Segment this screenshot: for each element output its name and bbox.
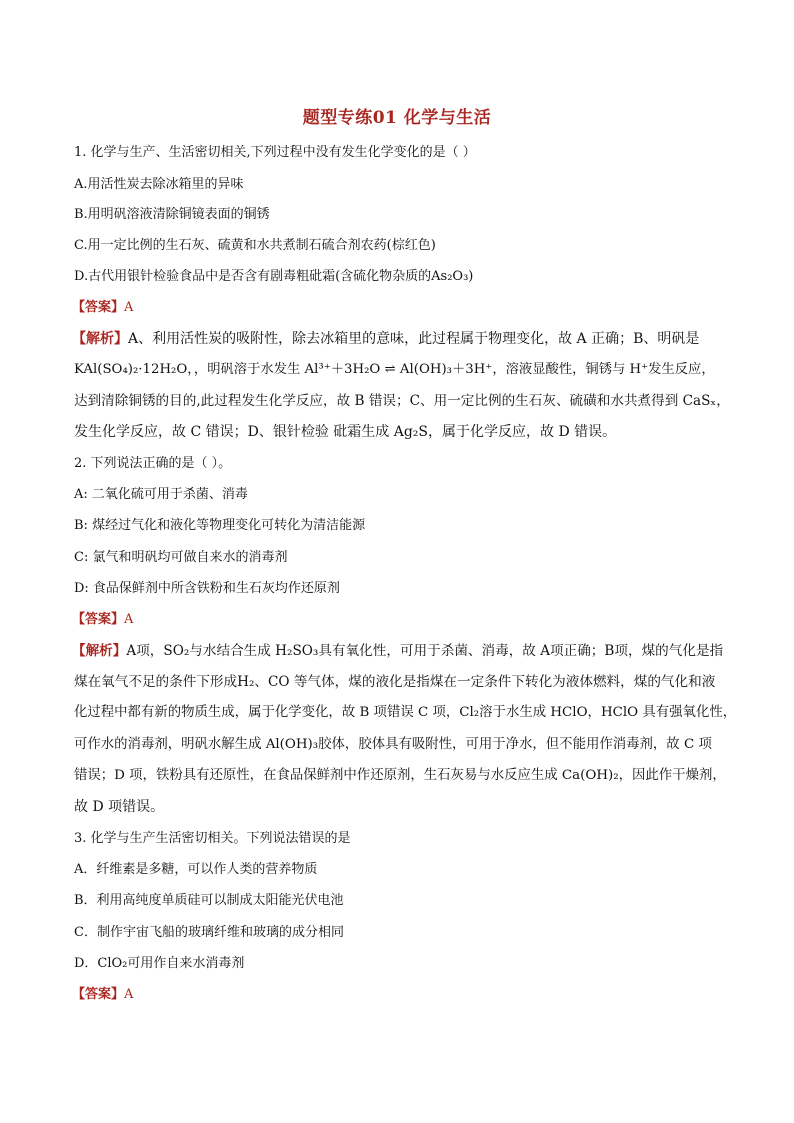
question-2-analysis-line-5: 错误；D 项，铁粉具有还原性，在食品保鲜剂中作还原剂，生石灰易与水反应生成 Ca(OH)₂，因此作干燥剂， bbox=[74, 768, 726, 783]
question-3-option-b: B．利用高纯度单质硅可以制成太阳能光伏电池 bbox=[74, 893, 344, 908]
question-3-option-d: D．ClO₂可用作自来水消毒剂 bbox=[74, 956, 245, 971]
question-1-analysis-line-1 bbox=[72, 330, 699, 348]
question-1-stem: 1. 化学与生产、生活密切相关,下列过程中没有发生化学变化的是（ ） bbox=[74, 145, 476, 160]
question-1-option-b: B.用明矾溶液清除铜镜表面的铜锈 bbox=[74, 207, 270, 222]
question-1-analysis-line-4: 发生化学反应，故 C 错误；D、银针检验 砒霜生成 Ag₂S，属于化学反应，故 D 错误。 bbox=[74, 424, 617, 440]
question-2-answer bbox=[72, 611, 133, 629]
answer-value: A bbox=[124, 612, 134, 627]
question-1-analysis-line-3: 达到清除铜锈的目的,此过程发生化学反应，故 B 错误；C、用一定比例的生石灰、硫磺和水共煮得到 CaSₓ， bbox=[74, 393, 730, 409]
question-2-option-d: D: 食品保鲜剂中所含铁粉和生石灰均作还原剂 bbox=[74, 581, 340, 596]
question-1-option-c: C.用一定比例的生石灰、硫黄和水共煮制石硫合剂农药(棕红色) bbox=[74, 238, 436, 253]
question-1-option-d: D.古代用银针检验食品中是否含有剧毒粗砒霜(含硫化物杂质的As₂O₃) bbox=[74, 269, 474, 284]
question-3-option-c: C．制作宇宙飞船的玻璃纤维和玻璃的成分相同 bbox=[74, 925, 344, 940]
question-2-analysis-line-2: 煤在氧气不足的条件下形成H₂、CO 等气体，煤的液化是指煤在一定条件下转化为液体燃料，煤的气化和液 bbox=[74, 674, 716, 690]
analysis-text: A、利用活性炭的吸附性，除去冰箱里的意味，此过程属于物理变化，故 A 正确；B、明矾是 bbox=[128, 331, 700, 347]
answer-tag: 【答案】 bbox=[72, 612, 125, 627]
answer-value: A bbox=[124, 300, 134, 315]
question-2-analysis-line-3: 化过程中都有新的物质生成，属于化学变化，故 B 项错误 C 项，Cl₂溶于水生成 HClO，HClO 具有强氧化性， bbox=[74, 705, 737, 720]
question-1-analysis-line-2: KAl(SO₄)₂·12H₂O，，明矾溶于水发生 Al³⁺＋3H₂O ⇌ Al(OH)₃＋3H⁺，溶液显酸性，铜锈与 H⁺发生反应， bbox=[74, 362, 715, 377]
page-title: 题型专练01 化学与生活 bbox=[302, 108, 492, 128]
question-1-option-a: A.用活性炭去除冰箱里的异味 bbox=[74, 177, 244, 192]
question-2-stem: 2. 下列说法正确的是（ ）。 bbox=[74, 456, 232, 471]
answer-value: A bbox=[124, 987, 134, 1002]
question-2-analysis-line-1 bbox=[72, 642, 723, 660]
analysis-tag: 【解析】 bbox=[72, 331, 128, 347]
answer-tag: 【答案】 bbox=[72, 987, 125, 1002]
analysis-tag: 【解析】 bbox=[72, 643, 127, 659]
question-2-analysis-line-4: 可作水的消毒剂，明矾水解生成 Al(OH)₃胶体，胶体具有吸附性，可用于净水，但不能用作消毒剂，故 C 项 bbox=[74, 737, 712, 752]
question-2-option-b: B: 煤经过气化和液化等物理变化可转化为清洁能源 bbox=[74, 518, 366, 533]
question-2-option-c: C: 氯气和明矾均可做自来水的消毒剂 bbox=[74, 550, 288, 565]
question-3-option-a: A．纤维素是多糖，可以作人类的营养物质 bbox=[74, 862, 318, 877]
analysis-text: A项，SO₂与水结合生成 H₂SO₃具有氧化性，可用于杀菌、消毒，故 A项正确；B项，煤的气化是指 bbox=[126, 643, 724, 659]
answer-tag: 【答案】 bbox=[72, 300, 125, 315]
question-1-answer bbox=[72, 299, 133, 317]
question-3-answer bbox=[72, 986, 133, 1004]
question-3-stem: 3. 化学与生产生活密切相关。下列说法错误的是 bbox=[74, 831, 351, 846]
question-2-option-a: A: 二氧化硫可用于杀菌、消毒 bbox=[74, 487, 248, 502]
question-2-analysis-line-6: 故 D 项错误。 bbox=[74, 799, 165, 815]
